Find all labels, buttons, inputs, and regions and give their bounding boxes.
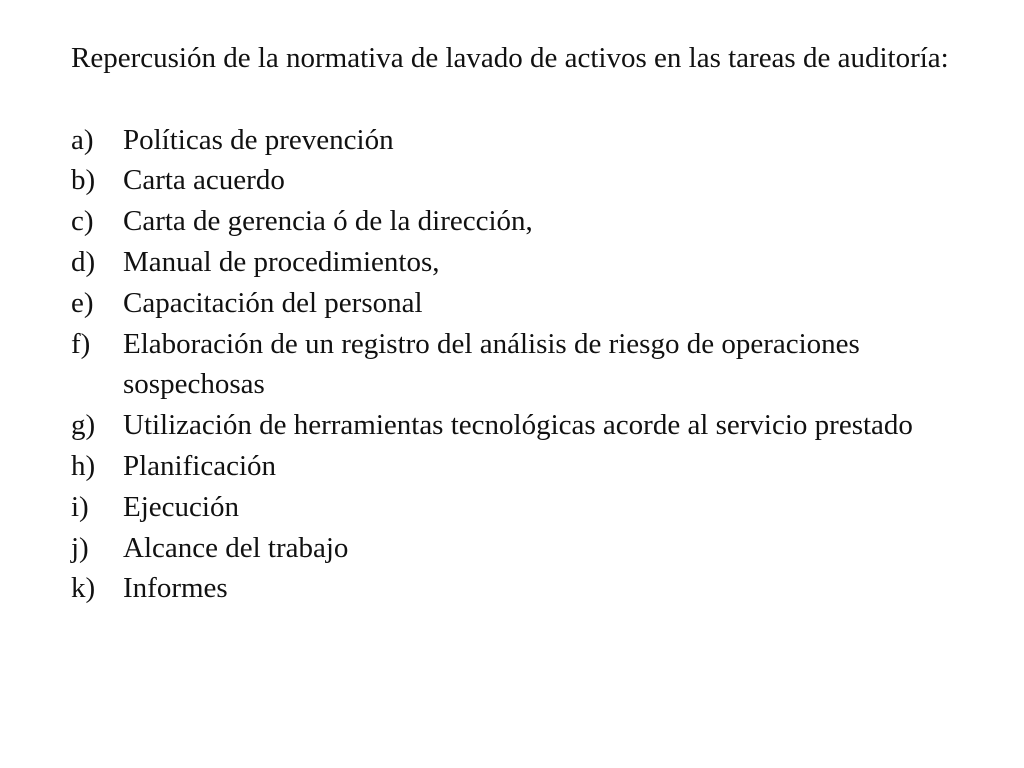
list-marker: c) <box>71 205 94 238</box>
list-marker: j) <box>71 531 89 564</box>
list-item <box>71 242 971 283</box>
list-item-text: Capacitación del personal <box>123 286 423 319</box>
list-item-text: Planificación <box>123 449 277 482</box>
list-marker: b) <box>71 164 96 197</box>
list-item-text: Carta acuerdo <box>123 164 285 197</box>
list-item-text: Utilización de herramientas tecnológicas acorde al servicio prestado <box>123 409 913 442</box>
list-item-text: Ejecución <box>123 490 239 523</box>
list-item <box>71 405 971 446</box>
slide-content <box>71 38 971 609</box>
list-marker: e) <box>71 286 94 319</box>
list-item-text: Alcance del trabajo <box>123 531 349 564</box>
list-item <box>71 487 971 528</box>
list-marker: h) <box>71 449 96 482</box>
list-item-text: Carta de gerencia ó de la dirección, <box>123 205 533 238</box>
list-item <box>71 201 971 242</box>
list-marker: g) <box>71 409 96 442</box>
list-marker: d) <box>71 245 96 278</box>
list-item <box>71 324 971 406</box>
list-item <box>71 528 971 569</box>
list-item-text: Manual de procedimientos, <box>123 245 440 278</box>
list-item <box>71 160 971 201</box>
list-item-text: Elaboración de un registro del análisis de riesgo de operaciones sospechosas <box>123 327 860 401</box>
list-item <box>71 120 971 161</box>
list-item <box>71 446 971 487</box>
list-item <box>71 568 971 609</box>
list-item-text: Informes <box>123 572 228 605</box>
list-item-text: Políticas de prevención <box>123 123 394 156</box>
list-marker: a) <box>71 123 94 156</box>
topic-list <box>71 120 971 610</box>
list-marker: i) <box>71 490 89 523</box>
list-marker: k) <box>71 572 96 605</box>
list-marker: f) <box>71 327 91 360</box>
slide-heading: Repercusión de la normativa de lavado de activos en las tareas de auditoría: <box>71 42 949 74</box>
list-item <box>71 283 971 324</box>
